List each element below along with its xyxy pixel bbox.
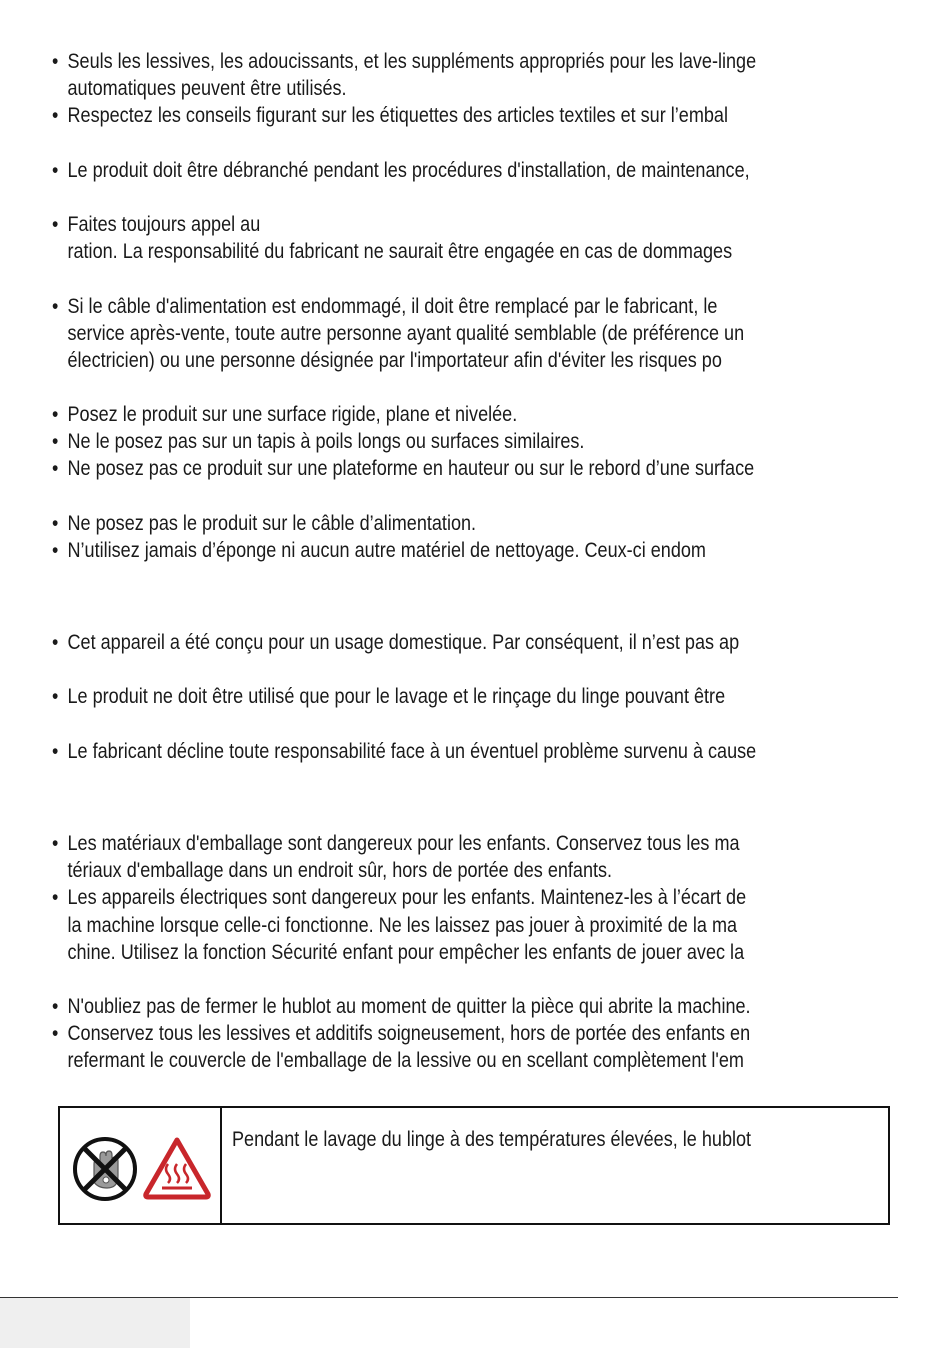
bullet-group-unplug bbox=[52, 157, 912, 184]
list-item: • Faites toujours appel au ration. La responsabilité du fabricant ne saurait être engagée en cas de dommages bbox=[52, 213, 733, 264]
bullet-group-cleaning bbox=[52, 510, 912, 564]
list-item: • Le fabricant décline toute responsabilité face à un éventuel problème survenu à cause bbox=[52, 740, 757, 763]
list-item: • Ne le posez pas sur un tapis à poils longs ou surfaces similaires. bbox=[52, 430, 585, 454]
bullet-group-washing-only bbox=[52, 683, 912, 710]
hot-surface-warning-box bbox=[58, 1106, 890, 1225]
hot-surface-warning-icon bbox=[142, 1136, 212, 1200]
list-item: • Ne posez pas ce produit sur une plateforme en hauteur ou sur le rebord d’une surface bbox=[52, 457, 755, 481]
list-item: • N'oubliez pas de fermer le hublot au moment de quitter la pièce qui abrite la machine. bbox=[52, 995, 751, 1018]
bullet-group-liability bbox=[52, 738, 912, 765]
list-item: • Le produit ne doit être utilisé que pour le lavage et le rinçage du linge pouvant être bbox=[52, 685, 726, 708]
list-item: • Seuls les lessives, les adoucissants, et les suppléments appropriés pour les lave-linge automatiques peuvent être utilisés. bbox=[52, 50, 757, 101]
bullet-group-service bbox=[52, 211, 912, 265]
list-item: • Les matériaux d'emballage sont dangereux pour les enfants. Conservez tous les ma tériaux d'emballage dans un endroit sûr, hors de portée des enfants. bbox=[52, 832, 740, 883]
do-not-touch-icon bbox=[72, 1136, 138, 1202]
list-item: • Cet appareil a été conçu pour un usage domestique. Par conséquent, il n’est pas ap bbox=[52, 631, 740, 654]
list-item: • Ne posez pas le produit sur le câble d’alimentation. bbox=[52, 512, 477, 535]
list-item: • Posez le produit sur une surface rigide, plane et nivelée. bbox=[52, 403, 518, 426]
list-item: • Le produit doit être débranché pendant les procédures d'installation, de maintenance, bbox=[52, 159, 750, 182]
warning-icons-cell bbox=[60, 1108, 222, 1223]
bullet-group-placement bbox=[52, 401, 912, 483]
bullet-group-power-cable bbox=[52, 293, 912, 375]
list-item: • Respectez les conseils figurant sur les étiquettes des articles textiles et sur l’embal bbox=[52, 104, 728, 128]
warning-text: Pendant le lavage du linge à des températures élevées, le hublot bbox=[232, 1128, 752, 1151]
list-item: • Conservez tous les lessives et additifs soigneusement, hors de portée des enfants en refermant le couvercle de l'emballage de la lessive ou en scellant complètement l'em bbox=[52, 1022, 751, 1073]
bullet-group-domestic-use bbox=[52, 629, 912, 656]
bullet-group-detergents bbox=[52, 48, 912, 130]
footer-tab bbox=[0, 1298, 190, 1348]
bullet-group-door-detergents bbox=[52, 993, 912, 1075]
list-item: • N’utilisez jamais d’éponge ni aucun autre matériel de nettoyage. Ceux-ci endom bbox=[52, 539, 706, 563]
bullet-group-children bbox=[52, 830, 912, 966]
list-item: • Les appareils électriques sont dangereux pour les enfants. Maintenez-les à l’écart de la machine lorsque celle-ci fonctionne. Ne les laissez pas jouer à proximité de la ma chine. Utilisez la fonction Sécurité enfant pour empêcher les enfants de jouer avec la bbox=[52, 886, 747, 964]
list-item: • Si le câble d'alimentation est endommagé, il doit être remplacé par le fabricant, le service après-vente, toute autre personne ayant qualité semblable (de préférence un électricien) ou une personne désignée par l'importateur afin d'éviter les risques po bbox=[52, 295, 745, 373]
